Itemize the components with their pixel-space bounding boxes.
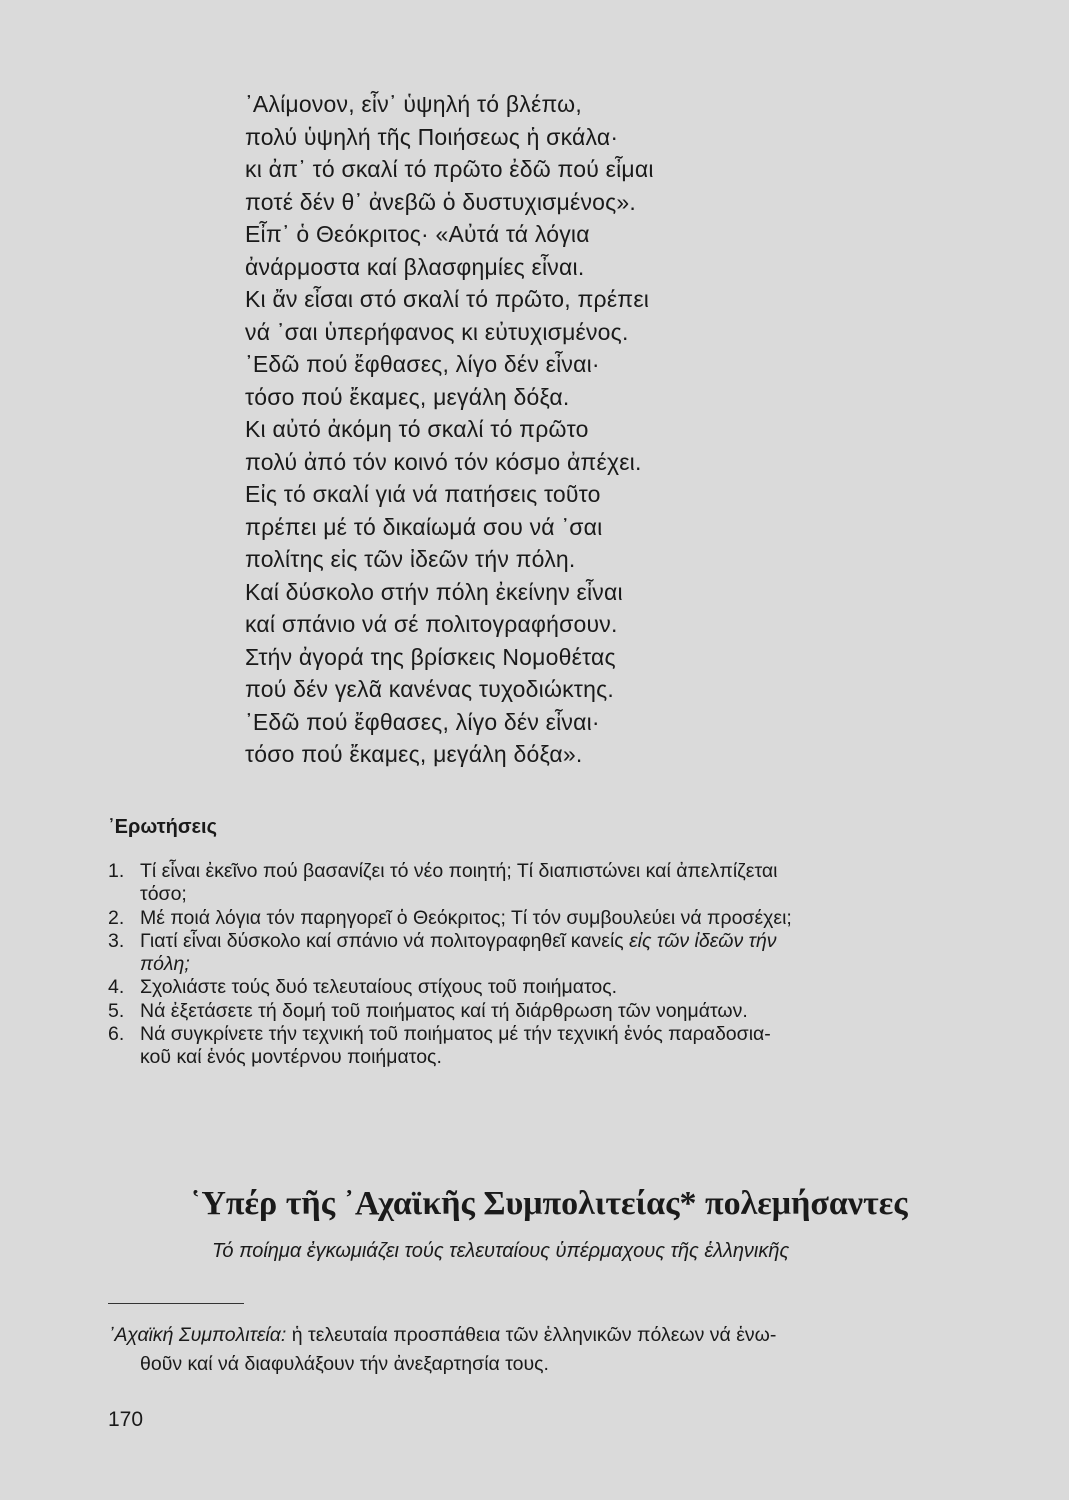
questions-heading: ᾿Ερωτήσεις	[108, 816, 217, 838]
question-item	[108, 860, 968, 907]
footnote	[108, 1321, 968, 1379]
question-text: Νά ἐξετάσετε τή δομή τοῦ ποιήματος καί τή διάρθρωση τῶν νοημάτων.	[140, 999, 748, 1022]
question-number: 4.	[108, 976, 125, 999]
question-text-line: Νά συγκρίνετε τήν τεχνική τοῦ ποιήματος μέ τήν τεχνική ἑνός παραδοσια-	[140, 1023, 771, 1046]
page-number: 170	[108, 1408, 144, 1431]
question-text-line: τόσο;	[140, 883, 187, 906]
footnote-term: ᾿Αχαϊκή Συμπολιτεία:	[108, 1324, 287, 1346]
section-subtitle: Τό ποίημα ἐγκωμιάζει τούς τελευταίους ὑπέρμαχους τῆς ἑλληνικῆς	[212, 1240, 790, 1262]
poem-line: καί σπάνιο νά σέ πολιτογραφήσουν.	[245, 611, 618, 637]
question-text: Σχολιάστε τούς δυό τελευταίους στίχους τοῦ ποιήματος.	[140, 976, 618, 999]
question-text	[140, 860, 968, 907]
question-number: 1.	[108, 860, 125, 882]
poem-line: τόσο πού ἔκαμες, μεγάλη δόξα.	[245, 383, 570, 410]
poem-line: Εἰς τό σκαλί γιά νά πατήσεις τοῦτο	[245, 481, 601, 507]
poem-line: ποτέ δέν θ᾿ ἀνεβῶ ὁ δυστυχισμένος».	[245, 188, 637, 215]
question-item	[108, 907, 968, 930]
section-title: ῾Υπέρ τῆς ᾿Αχαϊκῆς Συμπολιτείας* πολεμήσαντες	[190, 1185, 908, 1222]
question-number: 2.	[108, 906, 125, 929]
question-item	[108, 1023, 968, 1070]
poem-line: κι ἀπ᾿ τό σκαλί τό πρῶτο ἐδῶ πού εἶμαι	[245, 156, 654, 182]
poem-line: πού δέν γελᾶ κανένας τυχοδιώκτης.	[245, 676, 614, 702]
footnote-text: ἡ τελευταία προσπάθεια τῶν ἑλληνικῶν πόλεων νά ἑνω-	[291, 1324, 777, 1346]
question-item	[108, 1000, 968, 1023]
poem-line: πολύ ὑψηλή τῆς Ποιήσεως ἡ σκάλα·	[245, 123, 619, 150]
questions-list	[108, 860, 968, 1070]
question-text	[140, 1023, 968, 1070]
question-number: 5.	[108, 999, 125, 1022]
question-text-line: Τί εἶναι ἐκεῖνο πού βασανίζει τό νέο ποιητή; Τί διαπιστώνει καί ἀπελπίζεται	[140, 860, 778, 882]
poem-line: ᾿Εδῶ πού ἔφθασες, λίγο δέν εἶναι·	[245, 351, 600, 377]
poem-line: πολίτης εἰς τῶν ἰδεῶν τήν πόλη.	[245, 546, 576, 572]
poem-line: τόσο πού ἔκαμες, μεγάλη δόξα».	[245, 741, 583, 767]
footnote-divider	[108, 1303, 244, 1304]
question-italic-phrase: πόλη;	[140, 953, 190, 976]
question-italic-phrase: εἰς τῶν ἰδεῶν τήν	[629, 929, 777, 952]
poem-line: ᾿Εδῶ πού ἔφθασες, λίγο δέν εἶναι·	[245, 708, 600, 735]
poem-line: Κι ἄν εἶσαι στό σκαλί τό πρῶτο, πρέπει	[245, 286, 650, 312]
question-number: 6.	[108, 1023, 125, 1046]
poem-line: Καί δύσκολο στήν πόλη ἐκείνην εἶναι	[245, 578, 623, 605]
footnote-text-continued: θοῦν καί νά διαφυλάξουν τήν ἀνεξαρτησία τους.	[140, 1353, 549, 1375]
poem-line: ᾿Αλίμονον, εἶν᾿ ὑψηλή τό βλέπω,	[245, 91, 582, 117]
poem-line: Κι αὐτό ἀκόμη τό σκαλί τό πρῶτο	[245, 416, 589, 442]
poem-line: Εἶπ᾿ ὁ Θεόκριτος· «Αὐτά τά λόγια	[245, 221, 590, 247]
poem-line: νά ᾿σαι ὑπερήφανος κι εὐτυχισμένος.	[245, 318, 629, 345]
poem-line: Στήν ἀγορά της βρίσκεις Νομοθέτας	[245, 643, 616, 670]
poem-line: ἀνάρμοστα καί βλασφημίες εἶναι.	[245, 253, 585, 280]
question-text-line: κοῦ καί ἑνός μοντέρνου ποιήματος.	[140, 1046, 442, 1069]
question-item	[108, 976, 968, 999]
poem-line: πολύ ἀπό τόν κοινό τόν κόσμο ἀπέχει.	[245, 448, 642, 475]
poem	[245, 88, 805, 771]
question-text-line: Γιατί εἶναι δύσκολο καί σπάνιο νά πολιτογραφηθεῖ κανείς	[140, 929, 624, 952]
question-item	[108, 930, 968, 977]
question-number: 3.	[108, 929, 125, 952]
poem-line: πρέπει μέ τό δικαίωμά σου νά ᾿σαι	[245, 513, 603, 540]
question-text	[140, 930, 968, 977]
question-text: Μέ ποιά λόγια τόν παρηγορεῖ ὁ Θεόκριτος; Τί τόν συμβουλεύει νά προσέχει;	[140, 906, 792, 929]
